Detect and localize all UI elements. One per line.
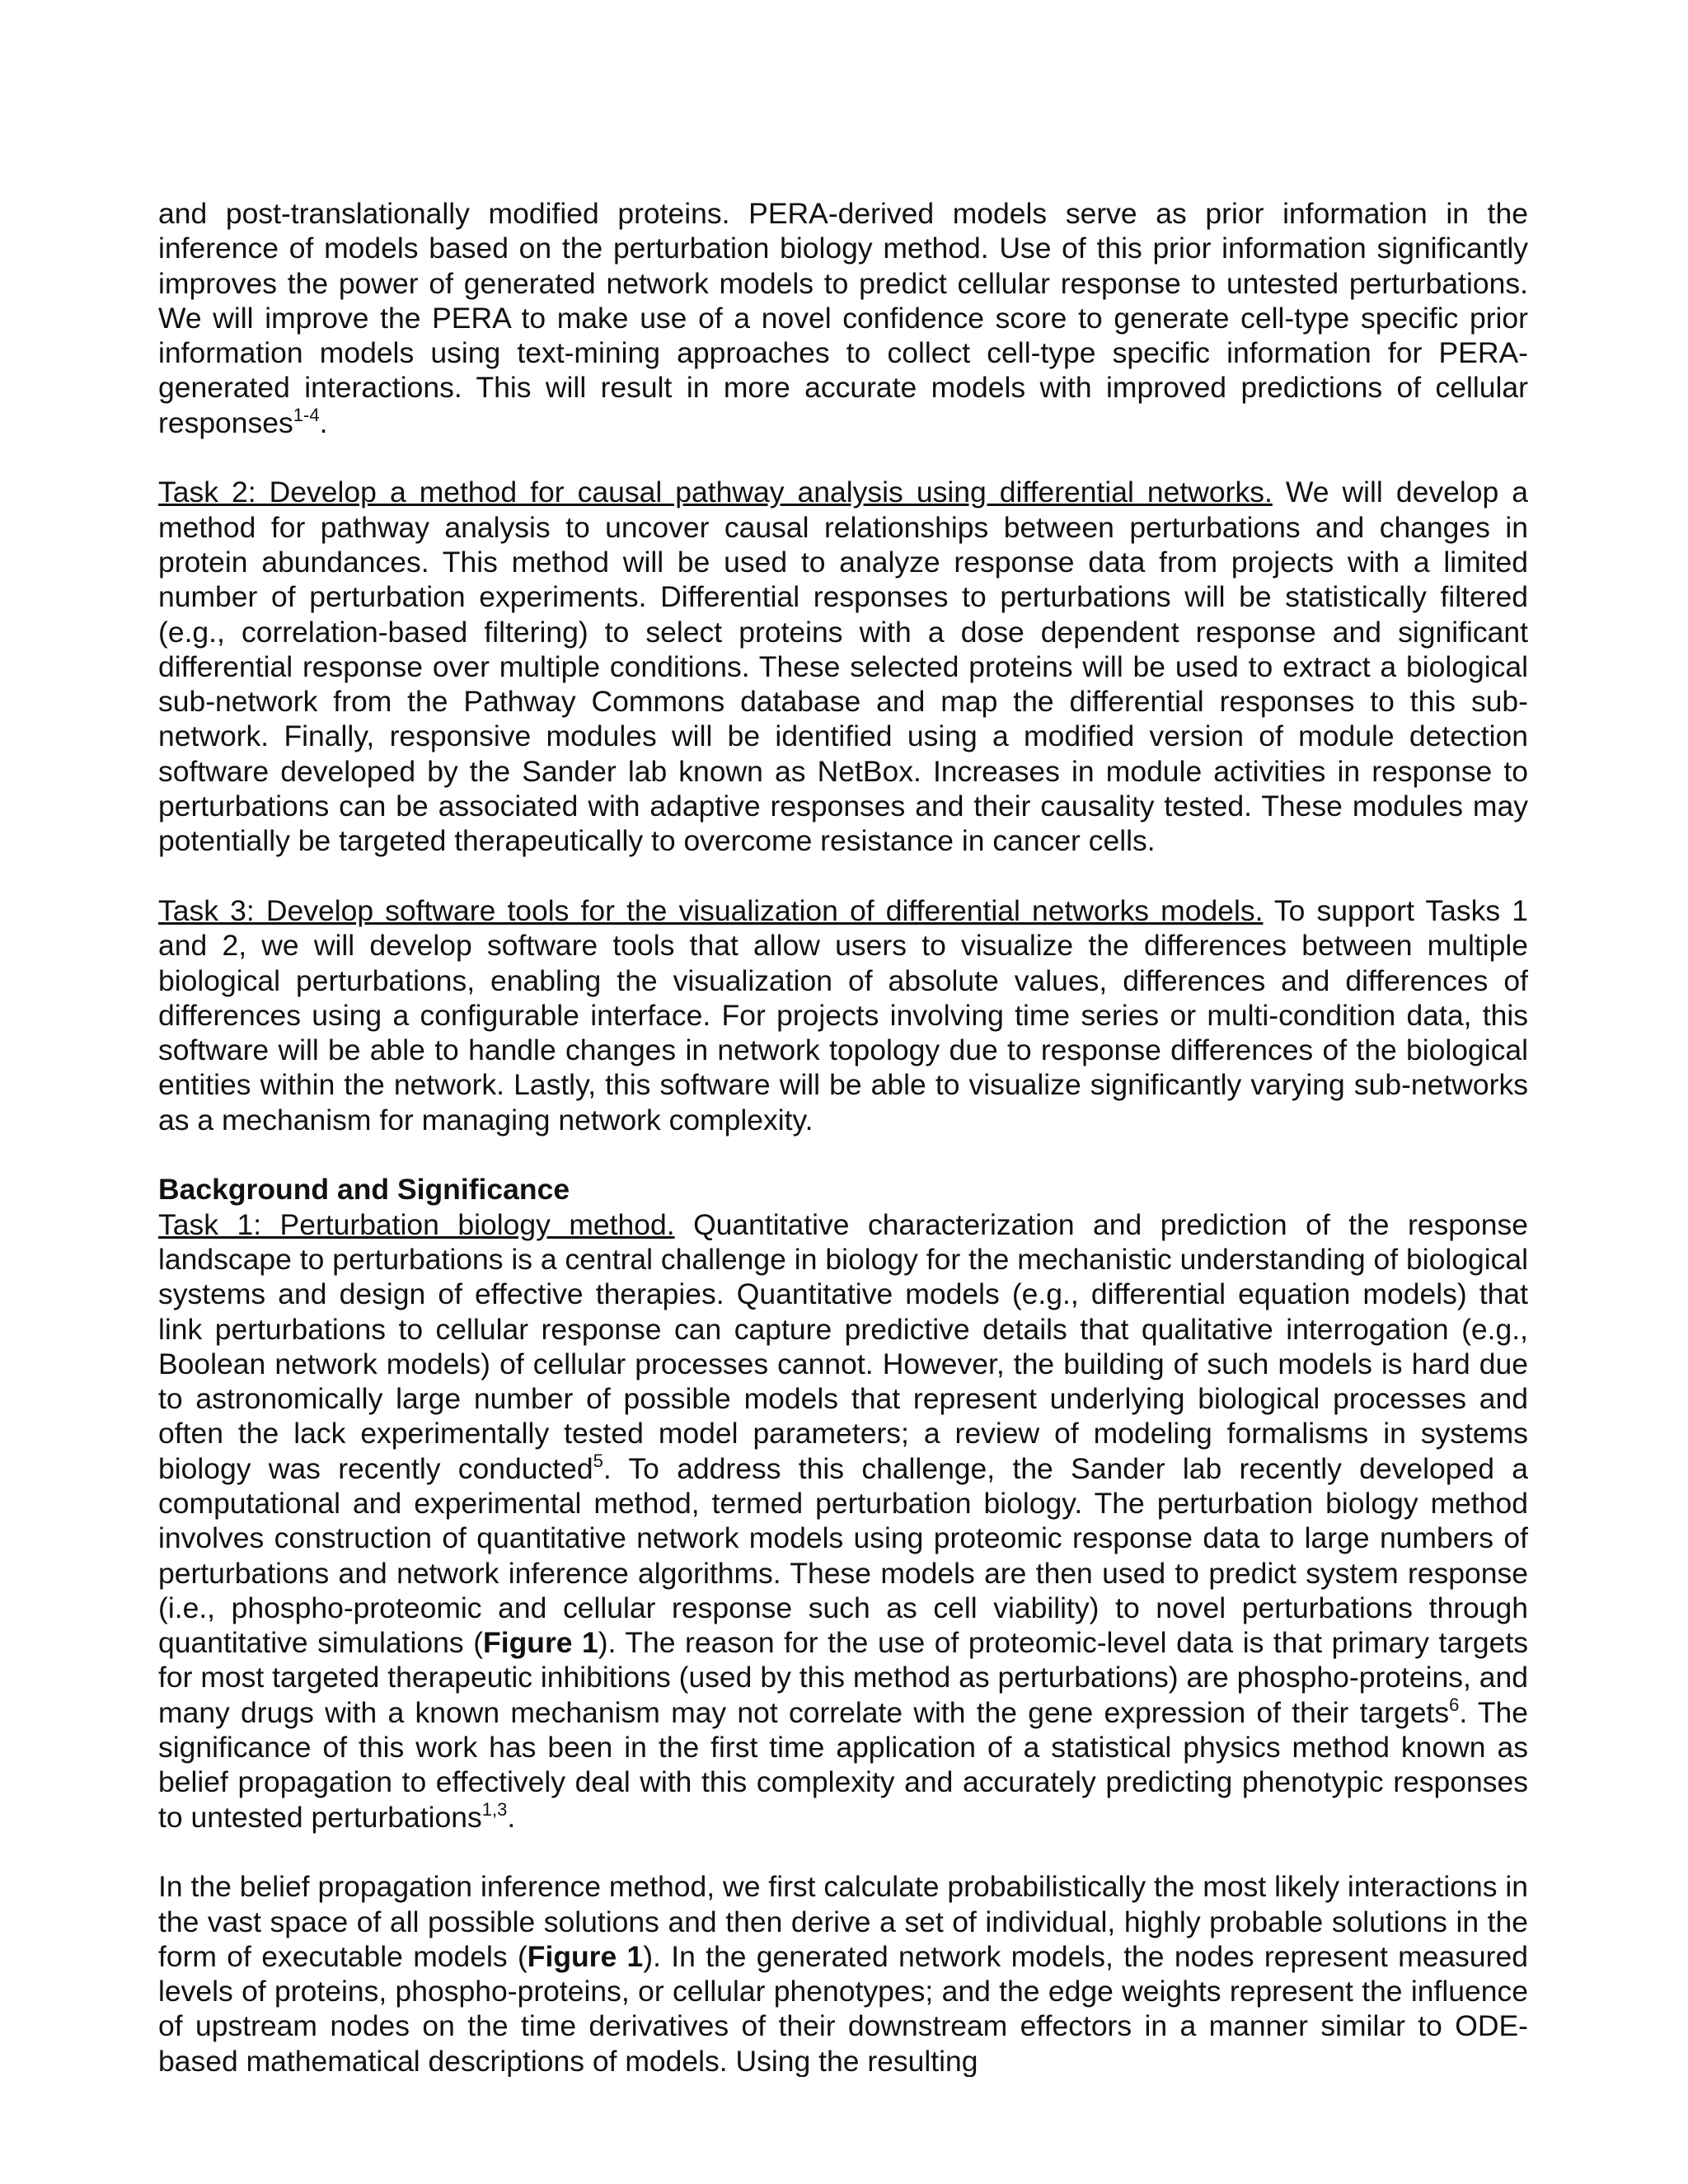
citation-superscript: 1-4 <box>293 404 320 425</box>
background-text-d: . The significance of this work has been in the first time application of a statistical physics method known as belief propagation to effectively deal with this complexity and accurately predicting phenotypic responses to untested perturbations <box>158 1695 1528 1834</box>
background-text-c: ). The reason for the use of proteomic-level data is that primary targets for most targeted therapeutic inhibitions (used by this method as perturbations) are phospho-proteins, and many drugs with a known mechanism may not correlate with the gene expression of their targets <box>158 1626 1528 1729</box>
document-page <box>158 196 1528 2077</box>
figure-reference: Figure 1 <box>483 1626 598 1660</box>
task3-text: To support Tasks 1 and 2, we will develop software tools that allow users to visualize the differences between multiple biological perturbations, enabling the visualization of absolute values, differences and differences of differences using a configurable interface. For projects involving time series or multi-condition data, this software will be able to handle changes in network topology due to response differences of the biological entities within the network. Lastly, this software will be able to visualize significantly varying sub-networks as a mechanism for managing network complexity. <box>158 893 1528 1137</box>
section-heading: Background and Significance <box>158 1173 570 1207</box>
task3-paragraph <box>158 893 1528 1137</box>
intro-text: and post-translationally modified proteins. PERA-derived models serve as prior information in the inference of models based on the perturbation biology method. Use of this prior information significantly improves the power of generated network models to predict cellular response to untested perturbations. We will improve the PERA to make use of a novel confidence score to generate cell-type specific prior information models using text-mining approaches to collect cell-type specific information for PERA-generated interactions. This will result in more accurate models with improved predictions of cellular responses <box>158 197 1528 439</box>
figure-reference: Figure 1 <box>527 1939 644 1973</box>
citation-superscript: 5 <box>593 1450 603 1471</box>
belief-text-b: ). In the generated network models, the nodes represent measured levels of proteins, phospho-proteins, or cellular phenotypes; and the edge weights represent the influence of upstream nodes on the time derivatives of their downstream effectors in a manner similar to ODE-based mathematical descriptions of models. Using the resulting <box>158 1939 1528 2077</box>
belief-text-a: In the belief propagation inference method, we first calculate probabilistically the most likely interactions in the vast space of all possible solutions and then derive a set of individual, highly probable solutions in the form of executable models ( <box>158 1870 1528 1973</box>
task2-title: Task 2: Develop a method for causal pathway analysis using differential networks. <box>158 476 1273 509</box>
intro-paragraph <box>158 196 1528 440</box>
task3-title: Task 3: Develop software tools for the visualization of differential networks models. <box>158 893 1264 927</box>
belief-paragraph <box>158 1869 1528 2077</box>
background-text-b: . To address this challenge, the Sander lab recently developed a computational and experimental method, termed perturbation biology. The perturbation biology method involves construction of quantitative network models using proteomic response data to large numbers of perturbations and network inference algorithms. These models are then used to predict system response (i.e., phospho-proteomic and cellular response such as cell viability) to novel perturbations through quantitative simulations ( <box>158 1451 1528 1660</box>
background-end: . <box>507 1800 516 1834</box>
background-text-a: Quantitative characterization and prediction of the response landscape to perturbations is a central challenge in biology for the mechanistic understanding of biological systems and design of effective therapies. Quantitative models (e.g., differential equation models) that link perturbations to cellular response can capture predictive details that qualitative interrogation (e.g., Boolean network models) of cellular processes cannot. However, the building of such models is hard due to astronomically large number of possible models that represent underlying biological processes and often the lack experimentally tested model parameters; a review of modeling formalisms in systems biology was recently conducted <box>158 1207 1528 1485</box>
task1-title: Task 1: Perturbation biology method. <box>158 1207 675 1241</box>
background-paragraph <box>158 1207 1528 1835</box>
citation-superscript: 1,3 <box>481 1798 508 1820</box>
task2-text: We will develop a method for pathway analysis to uncover causal relationships between perturbations and changes in protein abundances. This method will be used to analyze response data from projects with a limited number of perturbation experiments. Differential responses to perturbations will be statistically filtered (e.g., correlation-based filtering) to select proteins with a dose dependent response and significant differential response over multiple conditions. These selected proteins will be used to extract a biological sub-network from the Pathway Commons database and map the differential responses to this sub-network. Finally, responsive modules will be identified using a modified version of module detection software developed by the Sander lab known as NetBox. Increases in module activities in response to perturbations can be associated with adaptive responses and their causality tested. These modules may potentially be targeted therapeutically to overcome resistance in cancer cells. <box>158 476 1528 858</box>
citation-superscript: 6 <box>1449 1694 1460 1715</box>
intro-end: . <box>319 405 328 439</box>
task2-paragraph <box>158 475 1528 858</box>
